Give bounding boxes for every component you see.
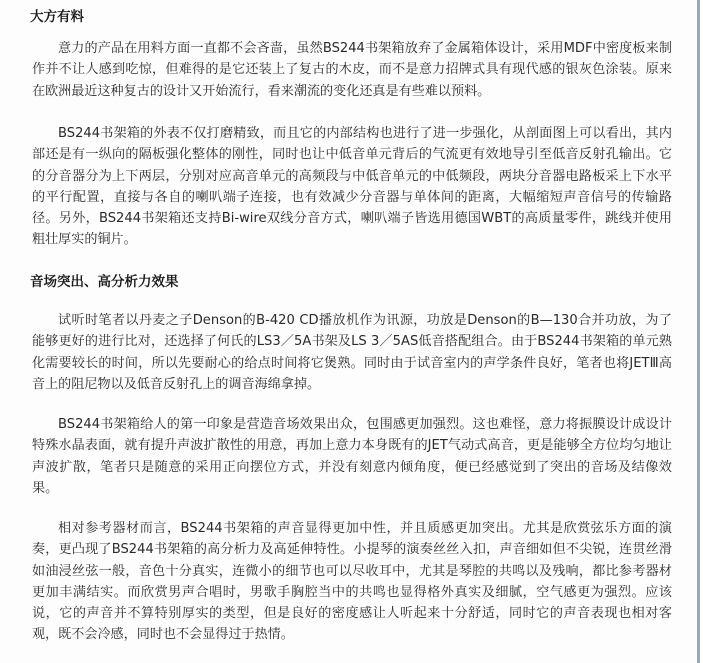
paragraph-soundstage-1: 试听时笔者以丹麦之子Denson的B-420 CD播放机作为讯源，功放是Denson的B—130合并功放，为了能够更好的进行比对，还选择了何氏的LS3／5A书架及LS 3／5AS低音搭配组合。由于BS244书架箱的单元熟化需要较长的时间，所以先要耐心的给点时间将它煲熟。同时由于试音室内的声学条件良好，笔者也将JETⅢ高音上的阻尼物以及低音反射孔上的调音海绵拿掉。 xyxy=(32,313,672,392)
section-title-soundstage: 音场突出、高分析力效果 xyxy=(30,274,179,290)
paragraph-materials-2: BS244书架箱的外表不仅打磨精致，而且它的内部结构也进行了进一步强化，从剖面图上可以看出，其内部还是有一纵向的隔板强化整体的刚性，同时也让中低音单元背后的气流更有效地导引至低音反射孔输出。它的分音器分为上下两层，分别对应高音单元的高频段与中低音单元的中低频段，两块分音器电路板采上下水平的平行配置，直接与各自的喇叭端子连接，也有效减少分音器与单体间的距离，大幅缩短声音信号的传输路径。另外，BS244书架箱还支持Bi-wire双线分音方式，喇叭端子皆选用德国WBT的高质量零件，跳线并使用粗壮厚实的铜片。 xyxy=(32,126,672,248)
paragraph-soundstage-3: 相对参考器材而言，BS244书架箱的声音显得更加中性，并且质感更加突出。尤其是欣赏弦乐方面的演奏，更凸现了BS244书架箱的高分析力及高延伸特性。小提琴的演奏丝丝入扣，声音细如但不尖锐，连贯丝滑如油浸丝弦一般，音色十分真实，连微小的细节也可以尽收耳中，尤其是琴腔的共鸣以及残响，都比参考器材更加丰满结实。而欣赏男声合唱时，男歌手胸腔当中的共鸣也显得格外真实及细腻，空气感更为强烈。应该说，它的声音并不算特别厚实的类型，但是良好的密度感让人听起来十分舒适，同时它的声音表现也相对客观，既不会冷感，同时也不会显得过于热情。 xyxy=(32,521,672,643)
section-title-materials: 大方有料 xyxy=(30,9,84,25)
paragraph-soundstage-2: BS244书架箱给人的第一印象是营造音场效果出众，包围感更加强烈。这也难怪，意力将振膜设计成设计特殊水晶表面，就有提升声波扩散性的用意，再加上意力本身既有的JET气动式高音，更是能够全方位均匀地让声波扩散，笔者只是随意的采用正向摆位方式，并没有刻意内倾角度，便已经感觉到了突出的音场及结像效果。 xyxy=(32,417,672,496)
paragraph-materials-1: 意力的产品在用料方面一直都不会吝啬，虽然BS244书架箱放弃了金属箱体设计，采用MDF中密度板来制作并不让人感到吃惊，但难得的是它还装上了复古的木皮，而不是意力招牌式具有现代感的银灰色涂装。原来在欧洲最近这种复古的设计又开始流行，看来潮流的变化还真是有些难以预料。 xyxy=(32,41,672,99)
